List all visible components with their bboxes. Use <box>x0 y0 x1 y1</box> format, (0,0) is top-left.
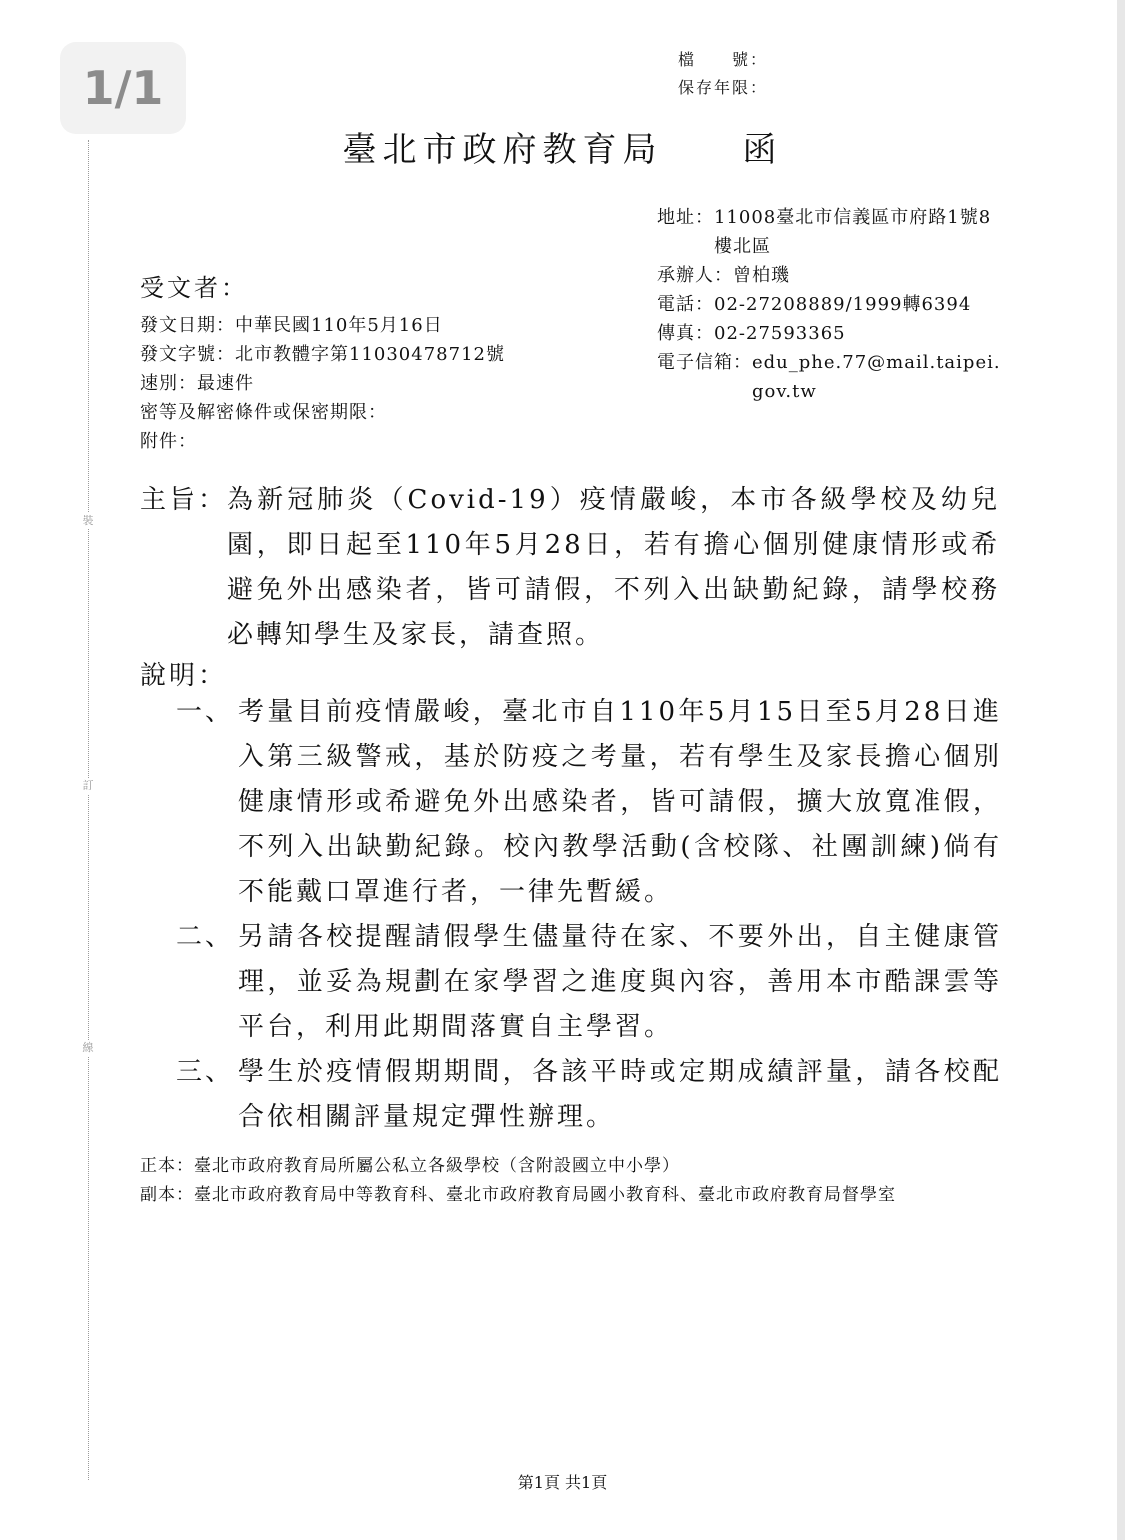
handler-value: 曾柏璣 <box>733 265 790 286</box>
item-number: 二、 <box>176 922 235 952</box>
attachment-label: 附件： <box>140 431 197 452</box>
copy-recipients: 臺北市政府教育局中等教育科、臺北市政府教育局國小教育科、臺北市政府教育局督學室 <box>194 1185 896 1205</box>
page-footer: 第1頁 共1頁 <box>517 1473 608 1492</box>
fax-label: 傳真： <box>657 323 714 344</box>
handler-label: 承辦人： <box>657 265 733 286</box>
item-text: 學生於疫情假期期間，各該平時或定期成績評量，請各校配合依相關評量規定彈性辦理。 <box>238 1057 1002 1132</box>
contact-block <box>657 203 1002 406</box>
copy-label: 副本： <box>140 1185 194 1205</box>
archive-info <box>678 46 768 102</box>
document-meta <box>140 311 505 456</box>
binding-line <box>88 140 89 1480</box>
fax-value: 02-27593365 <box>714 323 846 344</box>
original-recipients: 臺北市政府教育局所屬公私立各級學校（含附設國立中小學） <box>194 1156 680 1176</box>
subject-label: 主旨： <box>140 485 228 515</box>
binding-mark-ding: 訂 <box>80 778 96 794</box>
phone-label: 電話： <box>657 294 714 315</box>
fax-row <box>657 319 1002 348</box>
phone-value: 02-27208889/1999轉6394 <box>714 294 972 315</box>
email-label: 電子信箱： <box>657 352 752 373</box>
email-row <box>657 348 1002 406</box>
original-recipients-row <box>140 1152 1000 1181</box>
explanation-item <box>176 690 1002 915</box>
item-text: 考量目前疫情嚴峻，臺北市自110年5月15日至5月28日進入第三級警戒，基於防疫之考量，若有學生及家長擔心個別健康情形或希避免外出感染者，皆可請假，擴大放寬准假，不列入出缺勤紀錄。校內教學活動(含校隊、社團訓練)倘有不能戴口罩進行者，一律先暫緩。 <box>238 697 1002 907</box>
subject-block <box>140 478 1000 658</box>
delivery-speed: 速別：最速件 <box>140 373 254 394</box>
page-indicator-badge[interactable]: 1/1 <box>60 42 186 134</box>
copy-recipients-row <box>140 1181 1000 1210</box>
explanation-item <box>176 1050 1002 1140</box>
binding-mark-xian: 線 <box>80 1040 96 1056</box>
file-number-label: 檔 號： <box>678 50 769 69</box>
phone-row <box>657 290 1002 319</box>
subject-text: 為新冠肺炎（Covid-19）疫情嚴峻，本市各級學校及幼兒園，即日起至110年5月28日，若有擔心個別健康情形或希避免外出感染者，皆可請假，不列入出缺勤紀錄，請學校務必轉知學生及家長，請查照。 <box>227 485 1000 650</box>
issue-date: 發文日期：中華民國110年5月16日 <box>140 315 443 336</box>
explanation-label: 說明： <box>140 661 228 691</box>
address-value: 11008臺北市信義區市府路1號8樓北區 <box>714 207 992 257</box>
secrecy-level: 密等及解密條件或保密期限： <box>140 402 387 423</box>
distribution-block <box>140 1152 1000 1210</box>
recipient-label: 受文者： <box>140 274 248 302</box>
item-number: 三、 <box>176 1057 235 1087</box>
handler-row <box>657 261 1002 290</box>
address-label: 地址： <box>657 207 714 228</box>
original-label: 正本： <box>140 1156 194 1176</box>
email-value: edu_phe.77@mail.taipei.gov.tw <box>752 352 1001 402</box>
explanation-item <box>176 915 1002 1050</box>
page-edge <box>1117 0 1125 1540</box>
item-text: 另請各校提醒請假學生儘量待在家、不要外出，自主健康管理，並妥為規劃在家學習之進度與內容，善用本市酷課雲等平台，利用此期間落實自主學習。 <box>238 922 1002 1042</box>
retention-period-label: 保存年限： <box>678 78 769 97</box>
explanation-list <box>176 690 1002 1140</box>
item-number: 一、 <box>176 697 235 727</box>
document-title: 臺北市政府教育局 函 <box>342 130 783 170</box>
address-row <box>657 203 1002 261</box>
binding-mark-zhuang: 裝 <box>80 513 96 529</box>
document-number: 發文字號：北市教體字第11030478712號 <box>140 344 505 365</box>
